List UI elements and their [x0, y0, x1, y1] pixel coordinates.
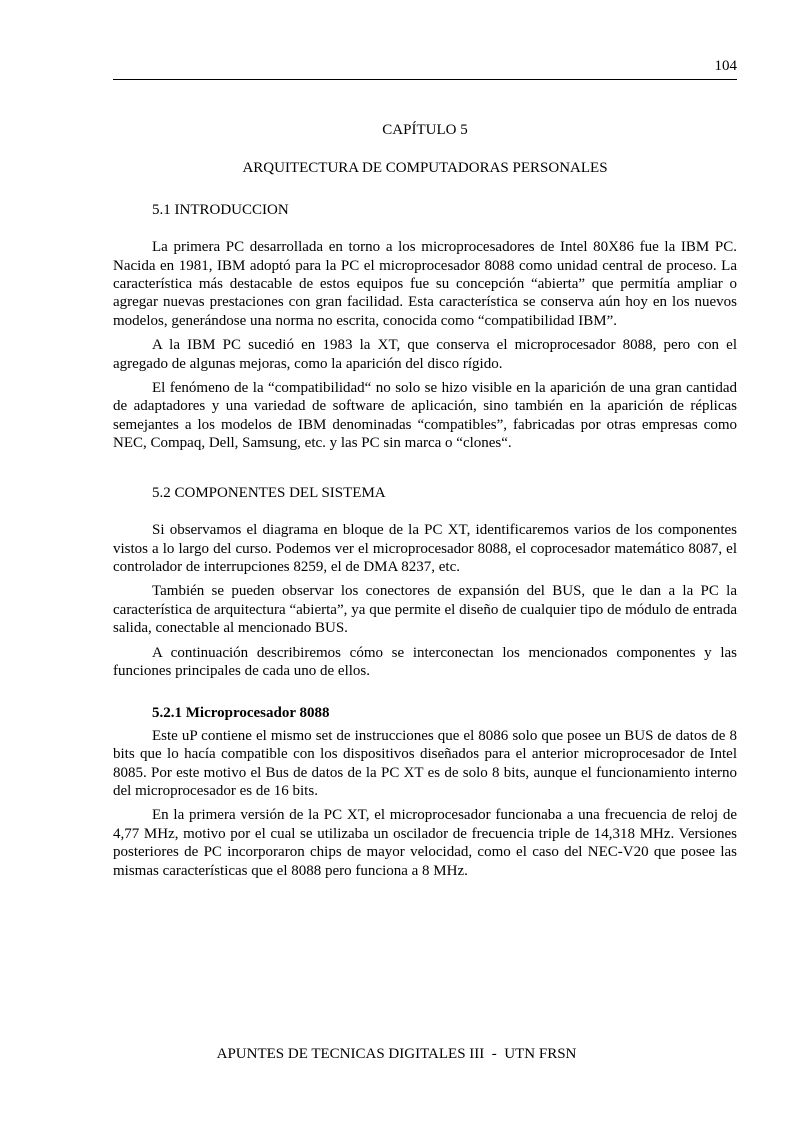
chapter-title: ARQUITECTURA DE COMPUTADORAS PERSONALES: [242, 160, 608, 177]
section-heading-5-2: 5.2 COMPONENTES DEL SISTEMA: [152, 484, 386, 501]
section-heading-5-1: 5.1 INTRODUCCION: [152, 201, 289, 218]
paragraph: Si observamos el diagrama en bloque de la PC XT, identificaremos varios de los componentes vistos a lo largo del curso. Podemos ver el microprocesador 8088, el coprocesador matemático 8087, el controlador de interrupciones 8259, el de DMA 8237, etc.: [113, 522, 737, 575]
paragraph: En la primera versión de la PC XT, el microprocesador funcionaba a una frecuencia de reloj de 4,77 MHz, motivo por el cual se utilizaba un oscilador de frecuencia triple de 14,318 MHz. Versiones posteriores de PC incorporaron chips de mayor velocidad, como el caso del NEC-V20 que posee las mismas características que el 8088 pero funciona a 8 MHz.: [113, 807, 737, 879]
paragraph: La primera PC desarrollada en torno a los microprocesadores de Intel 80X86 fue la IBM PC. Nacida en 1981, IBM adoptó para la PC el microprocesador 8088 como unidad central de proceso. La característica más destacable de estos equipos fue su concepción “abierta” que permitía ampliar o agregar nuevas prestaciones con gran facilidad. Esta característica se conserva aún hoy en los nuevos modelos, generándose una norma no escrita, conocida como “compatibilidad IBM”.: [113, 239, 737, 329]
chapter-label: CAPÍTULO 5: [382, 122, 468, 138]
paragraph: A la IBM PC sucedió en 1983 la XT, que conserva el microprocesador 8088, pero con el agregado de algunas mejoras, como la aparición del disco rígido.: [113, 337, 737, 372]
paragraph: A continuación describiremos cómo se interconectan los mencionados componentes y las funciones principales de cada uno de ellos.: [113, 644, 737, 679]
paragraph: También se pueden observar los conectores de expansión del BUS, que le dan a la PC la característica de arquitectura “abierta”, ya que permite el diseño de cualquier tipo de módulo de entrada salida, conectable al mencionado BUS.: [113, 583, 737, 637]
header-rule: [113, 79, 737, 80]
subsection-heading-5-2-1: 5.2.1 Microprocesador 8088: [152, 705, 330, 722]
paragraph: El fenómeno de la “compatibilidad“ no solo se hizo visible en la aparición de una gran cantidad de adaptadores y una variedad de software de aplicación, sino también en la aparición de réplicas semejantes a los modelos de IBM denominadas “compatibles”, fabricadas por otras empresas como NEC, Compaq, Dell, Samsung, etc. y las PC sin marca o “clones“.: [113, 380, 737, 452]
page-number: 104: [714, 58, 737, 74]
page-content: [113, 121, 737, 886]
page-footer: APUNTES DE TECNICAS DIGITALES III - UTN FRSN: [216, 1046, 577, 1062]
paragraph: Este uP contiene el mismo set de instrucciones que el 8086 solo que posee un BUS de datos de 8 bits que lo hacía compatible con los dispositivos diseñados para el anterior microprocesador de Intel 8085. Por este motivo el Bus de datos de la PC XT es de solo 8 bits, aunque el funcionamiento interno del microprocesador es de 16 bits.: [113, 727, 737, 799]
